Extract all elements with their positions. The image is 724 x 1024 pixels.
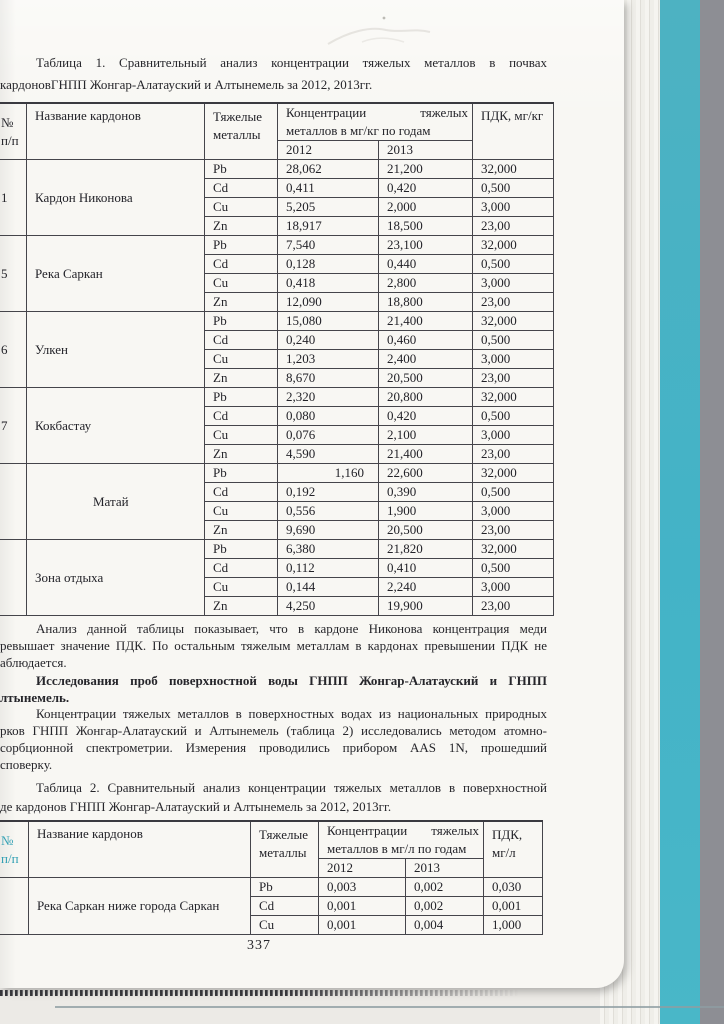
cell-value-2012: 0,556 [278,502,379,521]
col-header-2012: 2012 [319,859,406,878]
cell-kordon-name: Зона отдыха [27,540,205,616]
cell-kordon-name: Улкен [27,312,205,388]
cell-pdk: 0,500 [473,331,554,350]
cell-pdk: 0,500 [473,559,554,578]
book-cover-teal-band [658,0,700,1024]
cell-metal: Cu [251,916,319,935]
cell-metal: Cd [205,407,278,426]
cell-metal: Cu [205,350,278,369]
cell-pdk: 3,000 [473,350,554,369]
table1-header [0,103,554,160]
cell-pdk: 23,00 [473,597,554,616]
cell-row-number: 6 [0,312,27,388]
text-line: Исследования проб поверхностной воды ГНПП Жонгар-Алатауский и ГНПП [36,673,547,688]
underlying-page-text-edge [0,990,520,996]
cell-metal: Zn [205,521,278,540]
cell-value-2013: 2,400 [379,350,473,369]
table-row [0,464,554,483]
cell-metal: Pb [205,388,278,407]
cell-value-2013: 21,820 [379,540,473,559]
cell-value-2012: 15,080 [278,312,379,331]
cell-value-2012: 0,080 [278,407,379,426]
cell-metal: Zn [205,293,278,312]
cell-metal: Zn [205,597,278,616]
table-row [0,540,554,559]
text-line: Таблица 2. Сравнительный анализ концентрации тяжелых металлов в поверхностной [36,780,547,795]
table-row [0,388,554,407]
text-line: рков ГНПП Жонгар-Алатауский и Алтынемель (таблица 2) исследовались методом атомно- [0,723,547,738]
cell-value-2013: 0,420 [379,407,473,426]
cell-pdk: 23,00 [473,217,554,236]
table2-caption [0,778,547,816]
cell-pdk: 23,00 [473,521,554,540]
table-row [0,878,543,897]
col-header-metal: Тяжелые металлы [205,103,278,160]
cell-metal: Zn [205,445,278,464]
cell-row-number [0,540,27,616]
cell-metal: Zn [205,217,278,236]
cell-value-2013: 0,460 [379,331,473,350]
cell-value-2012: 0,192 [278,483,379,502]
cell-value-2012: 0,112 [278,559,379,578]
cell-value-2013: 0,390 [379,483,473,502]
cell-pdk: 23,00 [473,369,554,388]
cell-pdk: 0,500 [473,179,554,198]
section-heading [0,672,547,706]
table2-water-metals [0,820,543,935]
table-row [0,312,554,331]
cell-value-2012: 0,076 [278,426,379,445]
cell-pdk: 32,000 [473,464,554,483]
cell-pdk: 3,000 [473,198,554,217]
cell-pdk: 0,001 [484,897,543,916]
cell-row-number: 1 [0,160,27,236]
cell-pdk: 32,000 [473,236,554,255]
col-header-name: Название кардонов [27,103,205,160]
text-line: ревышает значение ПДК. По остальным тяжелым металлам в кардонах превышении ПДК не [0,638,547,653]
cell-value-2012: 4,250 [278,597,379,616]
cell-value-2013: 20,800 [379,388,473,407]
cell-metal: Cd [205,559,278,578]
cell-pdk: 3,000 [473,502,554,521]
cell-metal: Pb [205,540,278,559]
col-header-no: № п/п [0,821,29,878]
cell-metal: Cu [205,198,278,217]
col-header-2013: 2013 [379,141,473,160]
cell-row-number: 5 [0,236,27,312]
cell-pdk: 0,500 [473,255,554,274]
cell-row-number: 7 [0,388,27,464]
cell-value-2012: 1,160 [278,464,379,483]
cell-value-2013: 21,400 [379,445,473,464]
cell-value-2012: 0,411 [278,179,379,198]
table1-soil-metals [0,102,554,616]
underlying-page-rule [55,1006,724,1008]
cell-metal: Pb [205,312,278,331]
cell-value-2012: 0,003 [319,878,406,897]
cell-pdk: 0,500 [473,483,554,502]
cell-metal: Pb [205,236,278,255]
cell-pdk: 1,000 [484,916,543,935]
cell-value-2013: 0,002 [406,897,484,916]
cell-value-2013: 20,500 [379,369,473,388]
cell-kordon-name: Река Саркан [27,236,205,312]
cell-metal: Pb [251,878,319,897]
cell-value-2013: 0,410 [379,559,473,578]
cell-value-2012: 1,203 [278,350,379,369]
cell-metal: Pb [205,160,278,179]
cell-value-2013: 1,900 [379,502,473,521]
page-number: 337 [247,938,271,953]
cell-value-2012: 8,670 [278,369,379,388]
pencil-scribble [322,12,442,56]
text-line: сорбционной спектрометрии. Измерения проводились прибором AAS 1N, прошедший [0,740,547,755]
cell-value-2013: 2,100 [379,426,473,445]
cell-value-2012: 0,001 [319,916,406,935]
cell-metal: Cd [205,179,278,198]
cell-metal: Cu [205,426,278,445]
cell-value-2012: 12,090 [278,293,379,312]
text-line: де кардонов ГНПП Жонгар-Алатауский и Алтынемель за 2012, 2013гг. [0,799,392,814]
text-line: споверку. [0,757,53,772]
table-row [0,236,554,255]
cell-pdk: 3,000 [473,578,554,597]
text-line: аблюдается. [0,655,67,670]
pencil-dot [383,17,386,20]
cell-value-2013: 0,004 [406,916,484,935]
col-header-pdk: ПДК, мг/л [484,821,543,878]
cell-value-2013: 2,800 [379,274,473,293]
cell-pdk: 32,000 [473,540,554,559]
cell-metal: Cu [205,578,278,597]
cell-value-2012: 28,062 [278,160,379,179]
cell-value-2013: 2,240 [379,578,473,597]
cell-metal: Zn [205,369,278,388]
cell-value-2012: 9,690 [278,521,379,540]
col-header-no: № п/п [0,103,27,160]
cell-value-2013: 22,600 [379,464,473,483]
cell-value-2012: 7,540 [278,236,379,255]
cell-value-2013: 18,500 [379,217,473,236]
cell-kordon-name: Кокбастау [27,388,205,464]
text-line: лтынемель. [0,690,70,705]
cell-value-2013: 18,800 [379,293,473,312]
cell-pdk: 23,00 [473,293,554,312]
cell-metal: Cu [205,274,278,293]
cell-value-2013: 0,002 [406,878,484,897]
col-header-pdk: ПДК, мг/кг [473,103,554,160]
cell-value-2012: 0,418 [278,274,379,293]
text-line: кардоновГНПП Жонгар-Алатауский и Алтынемель за 2012, 2013гг. [0,77,373,92]
cell-pdk: 23,00 [473,445,554,464]
cell-pdk: 0,030 [484,878,543,897]
cell-kordon-name: Кардон Никонова [27,160,205,236]
cell-value-2012: 0,128 [278,255,379,274]
cell-value-2013: 2,000 [379,198,473,217]
cell-value-2013: 21,400 [379,312,473,331]
cell-value-2013: 19,900 [379,597,473,616]
analysis-paragraph [0,620,547,671]
text-line: Анализ данной таблицы показывает, что в кардоне Никонова концентрация меди [36,621,547,636]
cell-value-2012: 4,590 [278,445,379,464]
cell-value-2013: 23,100 [379,236,473,255]
cell-value-2012: 0,144 [278,578,379,597]
cell-metal: Cd [205,331,278,350]
cell-value-2013: 20,500 [379,521,473,540]
cell-pdk: 3,000 [473,274,554,293]
cell-value-2012: 0,001 [319,897,406,916]
cell-metal: Cd [251,897,319,916]
text-line: Таблица 1. Сравнительный анализ концентрации тяжелых металлов в почвах [36,55,547,70]
cell-value-2012: 5,205 [278,198,379,217]
col-header-concentration: Концентрации тяжелых металлов в мг/л по годам [319,821,484,859]
cell-metal: Cd [205,255,278,274]
col-header-name: Название кардонов [29,821,251,878]
cell-pdk: 32,000 [473,312,554,331]
col-header-metal: Тяжелые металлы [251,821,319,878]
text-line: Концентрации тяжелых металлов в поверхностных водах из национальных природных [36,706,547,721]
cell-value-2012: 18,917 [278,217,379,236]
cell-value-2012: 0,240 [278,331,379,350]
col-header-2012: 2012 [278,141,379,160]
cell-value-2013: 0,440 [379,255,473,274]
cell-pdk: 32,000 [473,388,554,407]
cell-metal: Cd [205,483,278,502]
cell-value-2012: 2,320 [278,388,379,407]
table2-body [0,878,543,935]
cell-metal: Cu [205,502,278,521]
table2-header [0,821,543,878]
table1-caption [0,52,547,96]
cell-row-number [0,464,27,540]
cell-row-number [0,878,29,935]
cell-pdk: 3,000 [473,426,554,445]
cell-kordon-name: Река Саркан ниже города Саркан [29,878,251,935]
cell-value-2013: 0,420 [379,179,473,198]
cell-pdk: 32,000 [473,160,554,179]
cell-metal: Pb [205,464,278,483]
table1-body [0,160,554,616]
book-back-edge [698,0,724,1024]
col-header-2013: 2013 [406,859,484,878]
col-header-concentration: Концентрации тяжелых металлов в мг/кг по годам [278,103,473,141]
cell-pdk: 0,500 [473,407,554,426]
cell-kordon-name: Матай [27,464,205,540]
methods-paragraph [0,705,547,773]
cell-value-2012: 6,380 [278,540,379,559]
cell-value-2013: 21,200 [379,160,473,179]
table-row [0,160,554,179]
